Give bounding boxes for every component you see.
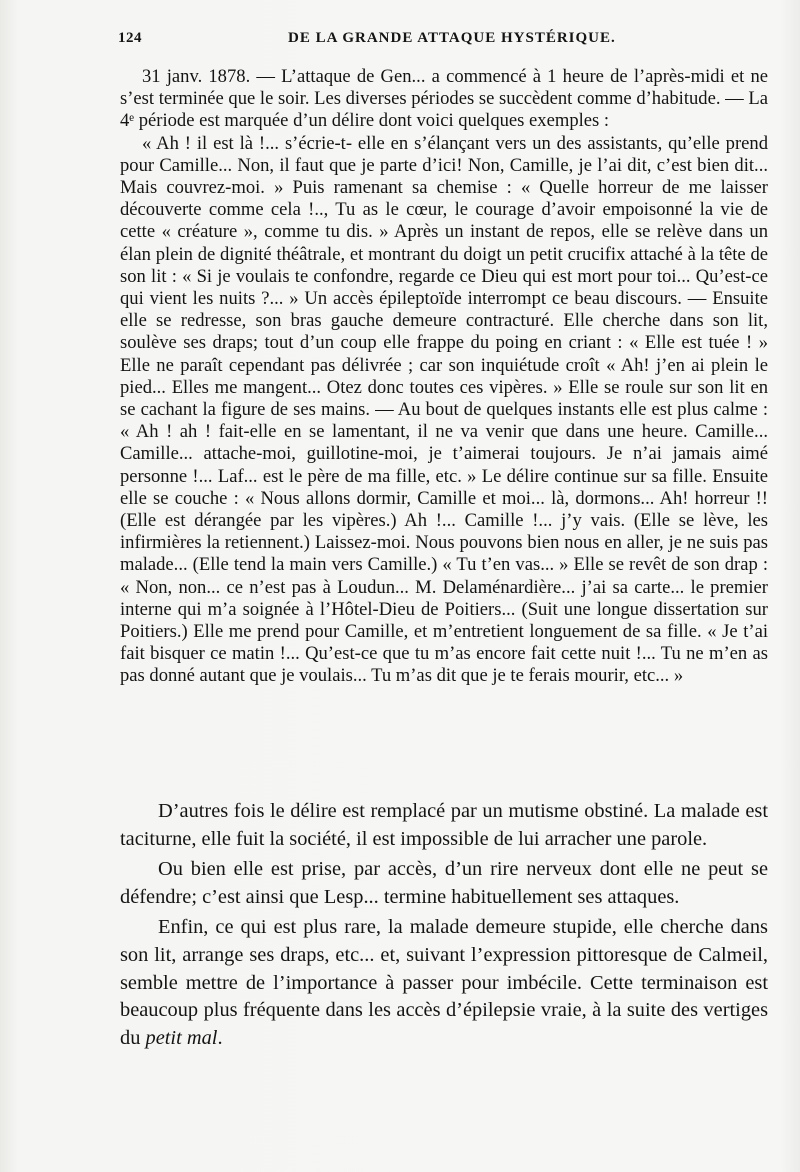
page-number: 124	[118, 30, 142, 46]
paragraph-mutism: D’autres fois le délire est remplacé par un mutisme obstiné. La malade est taciturne, elle fuit la société, il est impossible de lui arracher une parole.	[120, 800, 768, 850]
case-paragraph-intro: 31 janv. 1878. — L’attaque de Gen... a commencé à 1 heure de l’après-midi et ne s’est terminée que le soir. Les diverses périodes se succèdent comme d’habitude. — La 4ᵉ période est marquée d’un délire dont voici quelques exemples :	[120, 66, 768, 132]
paragraph-stupor-end: .	[217, 1026, 223, 1049]
paragraph-stupor-text: Enfin, ce qui est plus rare, la malade demeure stupide, elle cherche dans son lit, arrange ses draps, etc... et, suivant l’expression pittoresque de Calmeil, semble mettre de l’importance à passer pour imbécile. Cette terminaison est beaucoup plus fréquente dans les accès d’épilepsie vraie, à la suite des vertiges du	[120, 916, 768, 1049]
paragraph-laughter: Ou bien elle est prise, par accès, d’un rire nerveux dont elle ne peut se défendre; c’est ainsi que Lesp... termine habituellement ses attaques.	[120, 858, 768, 908]
case-paragraph-delirium: « Ah ! il est là !... s’écrie-t- elle en s’élançant vers un des assistants, qu’elle prend pour Camille... Non, il faut que je parte d’ici! Non, Camille, je l’ai dit, c’est bien dit... Mais couvrez-moi. » Puis ramenant sa chemise : « Quelle horreur de me laisser découverte comme cela !.., Tu as le cœur, le courage d’avoir empoisonné la vie de cette « créature », comme tu dis. » Après un instant de repos, elle se relève dans un élan plein de dignité théâtrale, et montrant du doigt un petit crucifix attaché à la tête de son lit : « Si je voulais te confondre, regarde ce Dieu qui est mort pour toi... Qu’est-ce qui vient les nuits ?... » Un accès épileptoïde interrompt ce beau discours. — Ensuite elle se redresse, son bras gauche demeure contracturé. Elle cherche dans son lit, soulève ses draps; tout d’un coup elle frappe du poing en criant : « Elle est tuée ! » Elle ne paraît cependant pas délivrée ; car son inquiétude croît « Ah! j’en ai plein le pied... Elles me mangent... Otez donc toutes ces vipères. » Elle se roule sur son lit en se cachant la figure de ses mains. — Au bout de quelques instants elle est plus calme : « Ah ! ah ! fait-elle en se lamentant, il ne va venir que dans une heure. Camille... Camille... attache-moi, guillotine-moi, je t’aimerai toujours. Je n’ai jamais aimé personne !... Laf... est le père de ma fille, etc. » Le délire continue sur sa fille. Ensuite elle se couche : « Nous allons dormir, Camille et moi... là, dormons... Ah! horreur !! (Elle est dérangée par les vipères.) Ah !... Camille !... j’y vais. (Elle se lève, les infirmières la retiennent.) Laissez-moi. Nous pouvons bien nous en aller, je ne suis pas malade... (Elle tend la main vers Camille.) « Tu t’en vas... » Elle se revêt de son drap : « Non, non... ce n’est pas à Loudun... M. Delaménardière... j’ai sa carte... le premier interne qui m’a soignée à l’Hôtel-Dieu de Poitiers... (Suit une longue dissertation sur Poitiers.) Elle me prend pour Camille, et m’entretient longuement de sa fille. « Je t’ai fait bisquer ce matin !... Qu’est-ce que tu m’as encore fait cette nuit !... Tu ne m’en as pas donné autant que je voulais... Tu m’as dit que je te ferais mourir, etc... »	[120, 132, 768, 687]
petit-mal-italic: petit mal	[145, 1026, 218, 1049]
paragraph-stupor	[120, 914, 768, 1052]
case-observation	[120, 66, 768, 688]
page-header	[118, 30, 768, 52]
main-text	[120, 798, 768, 1052]
running-title: DE LA GRANDE ATTAQUE HYSTÉRIQUE.	[288, 30, 616, 46]
